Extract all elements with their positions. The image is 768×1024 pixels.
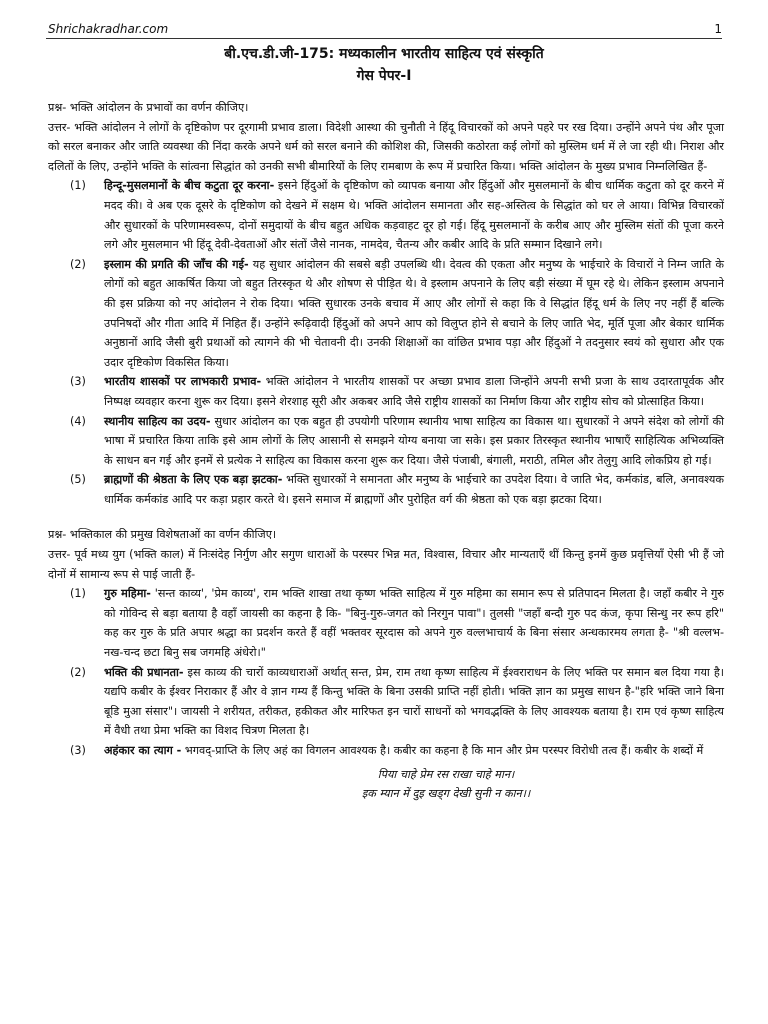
item-number: (1) xyxy=(70,179,86,193)
answer-1-intro: उत्तर- भक्ति आंदोलन ने लोगों के दृष्टिकोण पर दूरगामी प्रभाव डाला। विदेशी आस्था की चुनौती ने हिंदू विचारकों को अपने पहरे पर रख दिया। उन्होंने अपने पंथ और पूजा को सरल बनाकर और जाति व्यवस्था की निंदा करके अपने धर्म को सरल बनाने की कोशिश की, जिसकी कठोरता कई लोगों को मुस्लिम धर्म में ले जा रही थी। निराश और दलितों के लिए, उन्होंने भक्ति के सांत्वना सिद्धांत को उनकी सभी बीमारियों के लिए रामबाण के रूप में प्रचारित किया। भक्ति आंदोलन के मुख्य प्रभाव निम्नलिखित हैं- xyxy=(48,120,724,173)
item-text: इस काव्य की चारों काव्यधाराओं अर्थात् सन्त, प्रेम, राम तथा कृष्ण साहित्य में ईश्वराराधन के लिए भक्ति पर समान बल दिया गया है। यद्यपि कबीर के ईश्वर निराकार हैं और वे ज्ञान गम्य हैं किन्तु भक्ति के बिना उसकी प्राप्ति नहीं होती। भक्ति ज्ञान का प्रमुख साधन है-"हरि भक्ति जाने बिना बूडि मुआ संसार"। जायसी ने शरीयत, तरीकत, हकीकत और मारिफत इन चारों साधनों को भगवद्भक्ति के लिए आवश्यक बताया है। राम एवं कृष्ण साहित्य में वैधी तथा प्रेमा भक्ति का विशद चित्रण मिलता है। xyxy=(104,665,724,738)
item-heading: ब्राह्मणों की श्रेष्ठता के लिए एक बड़ा झटका- xyxy=(104,473,283,487)
item-heading: भारतीय शासकों पर लाभकारी प्रभाव- xyxy=(104,375,262,389)
item-text: यह सुधार आंदोलन की सबसे बड़ी उपलब्धि थी। देवत्व की एकता और मनुष्य के भाईचारे के विचारों ने निम्न जाति के लोगों को बहुत आकर्षित किया जो बहुत तिरस्कृत थे और शोषण से पीड़ित थे। वे इस्लाम अपनाने के लिए बड़ी संख्या में घूम रहे थे। लेकिन इस्लाम अपनाने की इस प्रक्रिया को नए आंदोलन ने रोक दिया। भक्ति सुधारक उनके बचाव में आए और लोगों से कहा कि वे सिद्धांत हिंदू धर्म के लिए नए नहीं हैं बल्कि उपनिषदों और गीता आदि में निहित हैं। उन्होंने रूढ़िवादी हिंदुओं को अपने आप को विलुप्त होने से बचाने के लिए जाति भेद, मूर्ति पूजा और बेकार धार्मिक अनुष्ठानों आदि जैसी बुरी प्रथाओं को त्यागने की भी चेतावनी दी। उनकी शिक्षाओं का वांछित प्रभाव पड़ा और हिंदुओं ने तदनुसार स्वयं को सुधारा और एक उदार दृष्टिकोण विकसित किया। xyxy=(104,257,724,369)
verse-line-1: पिया चाहे प्रेम रस राखा चाहे मान। xyxy=(377,767,515,781)
item-heading: इस्लाम की प्रगति की जाँच की गई- xyxy=(104,257,249,271)
item-heading: हिन्दू-मुसलमानों के बीच कटुता दूर करना- xyxy=(104,179,275,193)
item-heading: गुरु महिमा- xyxy=(104,587,151,601)
page-number: 1 xyxy=(714,22,722,36)
item-number: (2) xyxy=(70,257,86,271)
list-item xyxy=(48,584,724,662)
list-item xyxy=(48,412,724,471)
item-number: (4) xyxy=(70,414,86,428)
site-name: Shrichakradhar.com xyxy=(48,22,169,36)
paper-title: बी.एच.डी.जी-175: मध्यकालीन भारतीय साहित्य एवं संस्कृति xyxy=(224,46,544,62)
header-rule xyxy=(46,38,722,39)
item-number: (5) xyxy=(70,473,86,487)
list-item xyxy=(48,372,724,411)
item-text: इसने हिंदुओं के दृष्टिकोण को व्यापक बनाया और हिंदुओं और मुसलमानों के बीच धार्मिक कटुता को दूर करने में मदद की। वे अब एक दूसरे के दृष्टिकोण को देखने में सक्षम थे। भक्ति आंदोलन समानता और सह-अस्तित्व के सिद्धांत को घर ले आया। विभिन्न विचारकों और सुधारकों के परिणामस्वरूप, दोनों समुदायों के बीच बहुत अधिक कड़वाहट दूर हो गई। हिंदू मुसलमानों के करीब आए और मुस्लिम संतों की पूजा करने लगे और मुसलमान भी हिंदू देवी-देवताओं और संतों जैसे नानक, नामदेव, चैतन्य और कबीर आदि के प्रति सम्मान दिखाने लगे। xyxy=(104,179,724,252)
item-heading: अहंकार का त्याग - xyxy=(104,744,182,757)
list-item xyxy=(48,176,724,254)
paper-subtitle: गेस पेपर-I xyxy=(356,68,412,84)
item-text: भगवद्-प्राप्ति के लिए अहं का विगलन आवश्यक है। कबीर का कहना है कि मान और प्रेम परस्पर विरोधी तत्व हैं। कबीर के शब्दों में xyxy=(181,744,704,757)
list-item xyxy=(48,255,724,373)
item-text: सुधार आंदोलन का एक बहुत ही उपयोगी परिणाम स्थानीय भाषा साहित्य का विकास था। सुधारकों ने अपने संदेश को लोगों की भाषा में प्रचारित किया ताकि इसे आम लोगों के लिए आसानी से समझने योग्य बनाया जा सके। इस प्रकार तिरस्कृत स्थानीय भाषाएँ साहित्यिक अभिव्यक्ति के साधन बन गई और इनमें से प्रत्येक ने साहित्य का विकास करना शुरू कर दिया। जैसे पंजाबी, बंगाली, मराठी, तमिल और तेलुगु आदि लोकप्रिय हो गई। xyxy=(104,414,724,467)
item-number: (2) xyxy=(70,665,86,679)
item-number: (3) xyxy=(70,744,86,757)
document-body xyxy=(48,98,724,804)
answer-2-intro: उत्तर- पूर्व मध्य युग (भक्ति काल) में निःसंदेह निर्गुण और सगुण धाराओं के परस्पर भिन्न मत, विश्वास, विचार और मान्यताएँ थीं किन्तु इनमें कुछ प्रवृत्तियाँ ऐसी भी हैं जो दोनों में सामान्य रूप से पाई जाती हैं- xyxy=(48,548,724,581)
list-item xyxy=(48,470,724,509)
verse-line-2: इक म्यान में दुइ खड्ग देखी सुनी न कान।। xyxy=(361,787,531,801)
question-2: प्रश्न- भक्तिकाल की प्रमुख विशेषताओं का वर्णन कीजिए। xyxy=(48,528,277,542)
item-number: (1) xyxy=(70,587,86,601)
list-item xyxy=(48,663,724,741)
list-item xyxy=(48,741,724,761)
item-text: भक्ति सुधारकों ने समानता और मनुष्य के भाईचारे का उपदेश दिया। वे जाति भेद, कर्मकांड, बलि, अनावश्यक धार्मिक कर्मकांड आदि पर कड़ा प्रहार करते थे। इसने समाज में ब्राह्मणों और पुरोहित वर्ग की श्रेष्ठता को एक बड़ा झटका दिया। xyxy=(104,473,725,506)
item-number: (3) xyxy=(70,375,86,389)
item-heading: भक्ति की प्रधानता- xyxy=(104,665,184,679)
item-text: भक्ति आंदोलन ने भारतीय शासकों पर अच्छा प्रभाव डाला जिन्होंने अपनी सभी प्रजा के साथ उदारतापूर्वक और निष्पक्ष व्यवहार करना शुरू कर दिया। इसने शेरशाह सूरी और अकबर आदि जैसे राष्ट्रीय शासकों का निर्माण किया और राष्ट्रीय सोच को प्रोत्साहित किया। xyxy=(104,375,724,408)
question-1: प्रश्न- भक्ति आंदोलन के प्रभावों का वर्णन कीजिए। xyxy=(48,101,249,114)
item-text: 'सन्त काव्य', 'प्रेम काव्य', राम भक्ति शाखा तथा कृष्ण भक्ति साहित्य में गुरु महिमा का समान रूप से प्रतिपादन मिलता है। जहाँ कबीर ने गुरु को गोविन्द से बड़ा बताया है वहाँ जायसी का कहना है कि- "बिनु-गुरु-जगत को निरगुन पावा"। तुलसी "जहाँ बन्दौ गुरु पद कंज, कृपा सिन्धु नर रूप हरि" कह कर गुरु के प्रति अपार श्रद्धा का प्रदर्शन करते हैं वहीं भक्तवर सूरदास को अपने गुरु वल्लभाचार्य के बिना संसार अन्धकारमय लगता है- "श्री वल्लभ-नख-चन्द छटा बिनु सब जगमहि अंधेरो।" xyxy=(104,587,724,660)
item-heading: स्थानीय साहित्य का उदय- xyxy=(104,414,211,428)
